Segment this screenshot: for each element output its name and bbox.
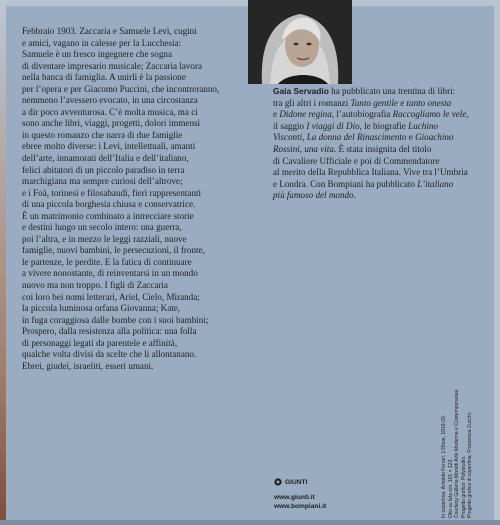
synopsis-line: poi l’altra, e in mezzo le leggi razziali, nuove [22,233,187,244]
author-bio [273,86,488,202]
bio-text: al merito della Repubblica Italiana. Vive tra l’Umbria [273,167,468,178]
synopsis-line: nemmeno l’avessero evocato, in una circostanza [22,95,198,106]
synopsis-line: nella banca di famiglia. A unirli è la passione [22,72,186,83]
book-title: Raccogliamo le vele [392,109,467,120]
book-title: Gioachino [415,132,454,143]
synopsis-line: e destini lungo un secolo intero: una guerra, [22,222,182,233]
giunti-logo [274,478,326,486]
synopsis-line: sono anche libri, viaggi, progetti, dolori immensi [22,118,201,129]
synopsis-line: famiglie, nuovi bambini, le persecuzioni, il fronte, [22,245,205,256]
book-title: più famoso del mondo [273,190,354,201]
bio-line [273,121,488,133]
book-title: I viaggi di Dio [306,120,360,131]
book-title: Didone regina [279,109,332,120]
bio-text: , [466,109,469,120]
bio-line [273,156,488,168]
bio-text: . È stata insignita del titolo [333,143,432,154]
book-title: Tanto gentile e tanto onesta [350,97,452,108]
bio-text: tra gli altri i romanzi [273,97,351,108]
synopsis-line: in fuga coraggiosa dalle bombe con i suoi bambini; [22,314,209,325]
credit-line: Progetto grafico: Polystudio. [460,455,467,518]
synopsis-line: di personaggi legati da parentele e affinità, [22,337,178,348]
synopsis-line: marchigiana ma sempre curiosi dell’altrove; [22,176,183,187]
synopsis-line: felici abitatori di un piccolo paradiso in terra [22,164,185,175]
book-title: Rossini, una vita [273,143,334,154]
right-edge-strip [494,0,500,525]
bio-text: e [273,109,280,120]
bio-line [273,167,488,179]
cover-credits [441,388,474,518]
giunti-logo-icon [274,478,282,486]
synopsis-line: coi loro bei nomi letterari, Ariel, Cielo, Miranda; [22,291,200,302]
author-photo [248,0,352,84]
book-title: L’italiano [417,178,454,189]
author-portrait-image [248,0,352,84]
synopsis-line: per l’opera e per Giacomo Puccini, che incontreranno, [22,83,220,94]
bottom-edge-strip [0,520,500,525]
synopsis-line: le partenze, le perdite. E la fatica di continuare [22,256,192,267]
bio-text: di Cavaliere Ufficiale e poi di Commendatore [273,155,440,166]
bio-line [273,109,488,121]
credit-line: In copertina: Arnoldo Ferrari, L’Oboe, 1919-20. [441,414,447,518]
synopsis-line: a dir poco avventurosa. C’è molta musica, ma ci [22,106,198,117]
synopsis-line: Febbraio 1903. Zaccaria e Samuele Levi, cugini [22,26,197,36]
bio-text: , [302,132,307,143]
synopsis-line: e i Foà, torinesi e filosabaudi, fieri rappresentanti [22,187,202,198]
synopsis-line: di diventare impresario musicale; Zaccaria lavora [22,60,203,71]
synopsis-line: a vivere nonostante, di reinventarsi in un mondo [22,268,198,279]
synopsis-line: nuovo ma non troppo. I figli di Zaccaria [22,280,168,291]
book-title: Visconti [273,132,303,143]
synopsis-line: Prospero, dalla resistenza alla politica: una folla [22,326,197,337]
bio-line [273,190,488,202]
synopsis-line: Ebrei, giudei, israeliti, esseri umani. [22,360,154,371]
bio-line [273,98,488,110]
synopsis-text [22,26,247,372]
synopsis-line: Samuele è un fresco ingegnere che sogna [22,49,172,60]
bio-line [273,144,488,156]
giunti-logo-text: GIUNTI [285,478,308,486]
author-name: Gaia Servadio [273,86,329,96]
synopsis-line: in questo romanzo che narra di due famiglie [22,129,183,140]
credit-line: Courtesy Galleria Moretti Arte Moderna e Contemporanea. [454,388,461,518]
credit-line: Progetto grafico di copertina: Francesca Zucchi. [467,411,474,518]
bio-text: il saggio [273,120,307,131]
credit-line: Olio su tela cm. 101 × 123. [447,458,454,518]
bio-line [273,179,488,191]
book-title: La donna del Rinascimento [306,132,407,143]
bio-text: , le biografie [359,120,409,131]
bio-text: e Londra. Con Bompiani ha pubblicato [273,178,418,189]
bompiani-url[interactable]: www.bompiani.it [274,503,327,510]
publisher-block [274,478,326,511]
left-edge-strip [0,0,6,525]
bio-line [273,86,488,98]
book-title: Luchino [408,120,438,131]
synopsis-line: la piccola luminosa orfana Giovanna; Kate, [22,303,181,314]
giunti-url[interactable]: www.giunti.it [274,494,315,501]
synopsis-line: qualche volta divisi da scelte che li allontanano. [22,349,197,360]
bio-text: . [353,190,356,201]
synopsis-line: È un matrimonio combinato a intrecciare storie [22,210,194,221]
bio-line [273,132,488,144]
synopsis-line: dell’arte, innamorati dell’Italia e dell’italiano, [22,153,189,164]
synopsis-line: e amici, vagano in calesse per la Lucchesia: [22,37,182,48]
bio-text: e [406,132,416,143]
synopsis-line: di una piccola borghesia chiusa e conservatrice. [22,199,196,210]
bio-text: ha pubblicato una trentina di libri: [328,86,456,96]
synopsis-line: ebree molto diverse: i Levi, intellettuali, amanti [22,141,196,152]
bio-text: , l’autobiografia [331,109,393,120]
